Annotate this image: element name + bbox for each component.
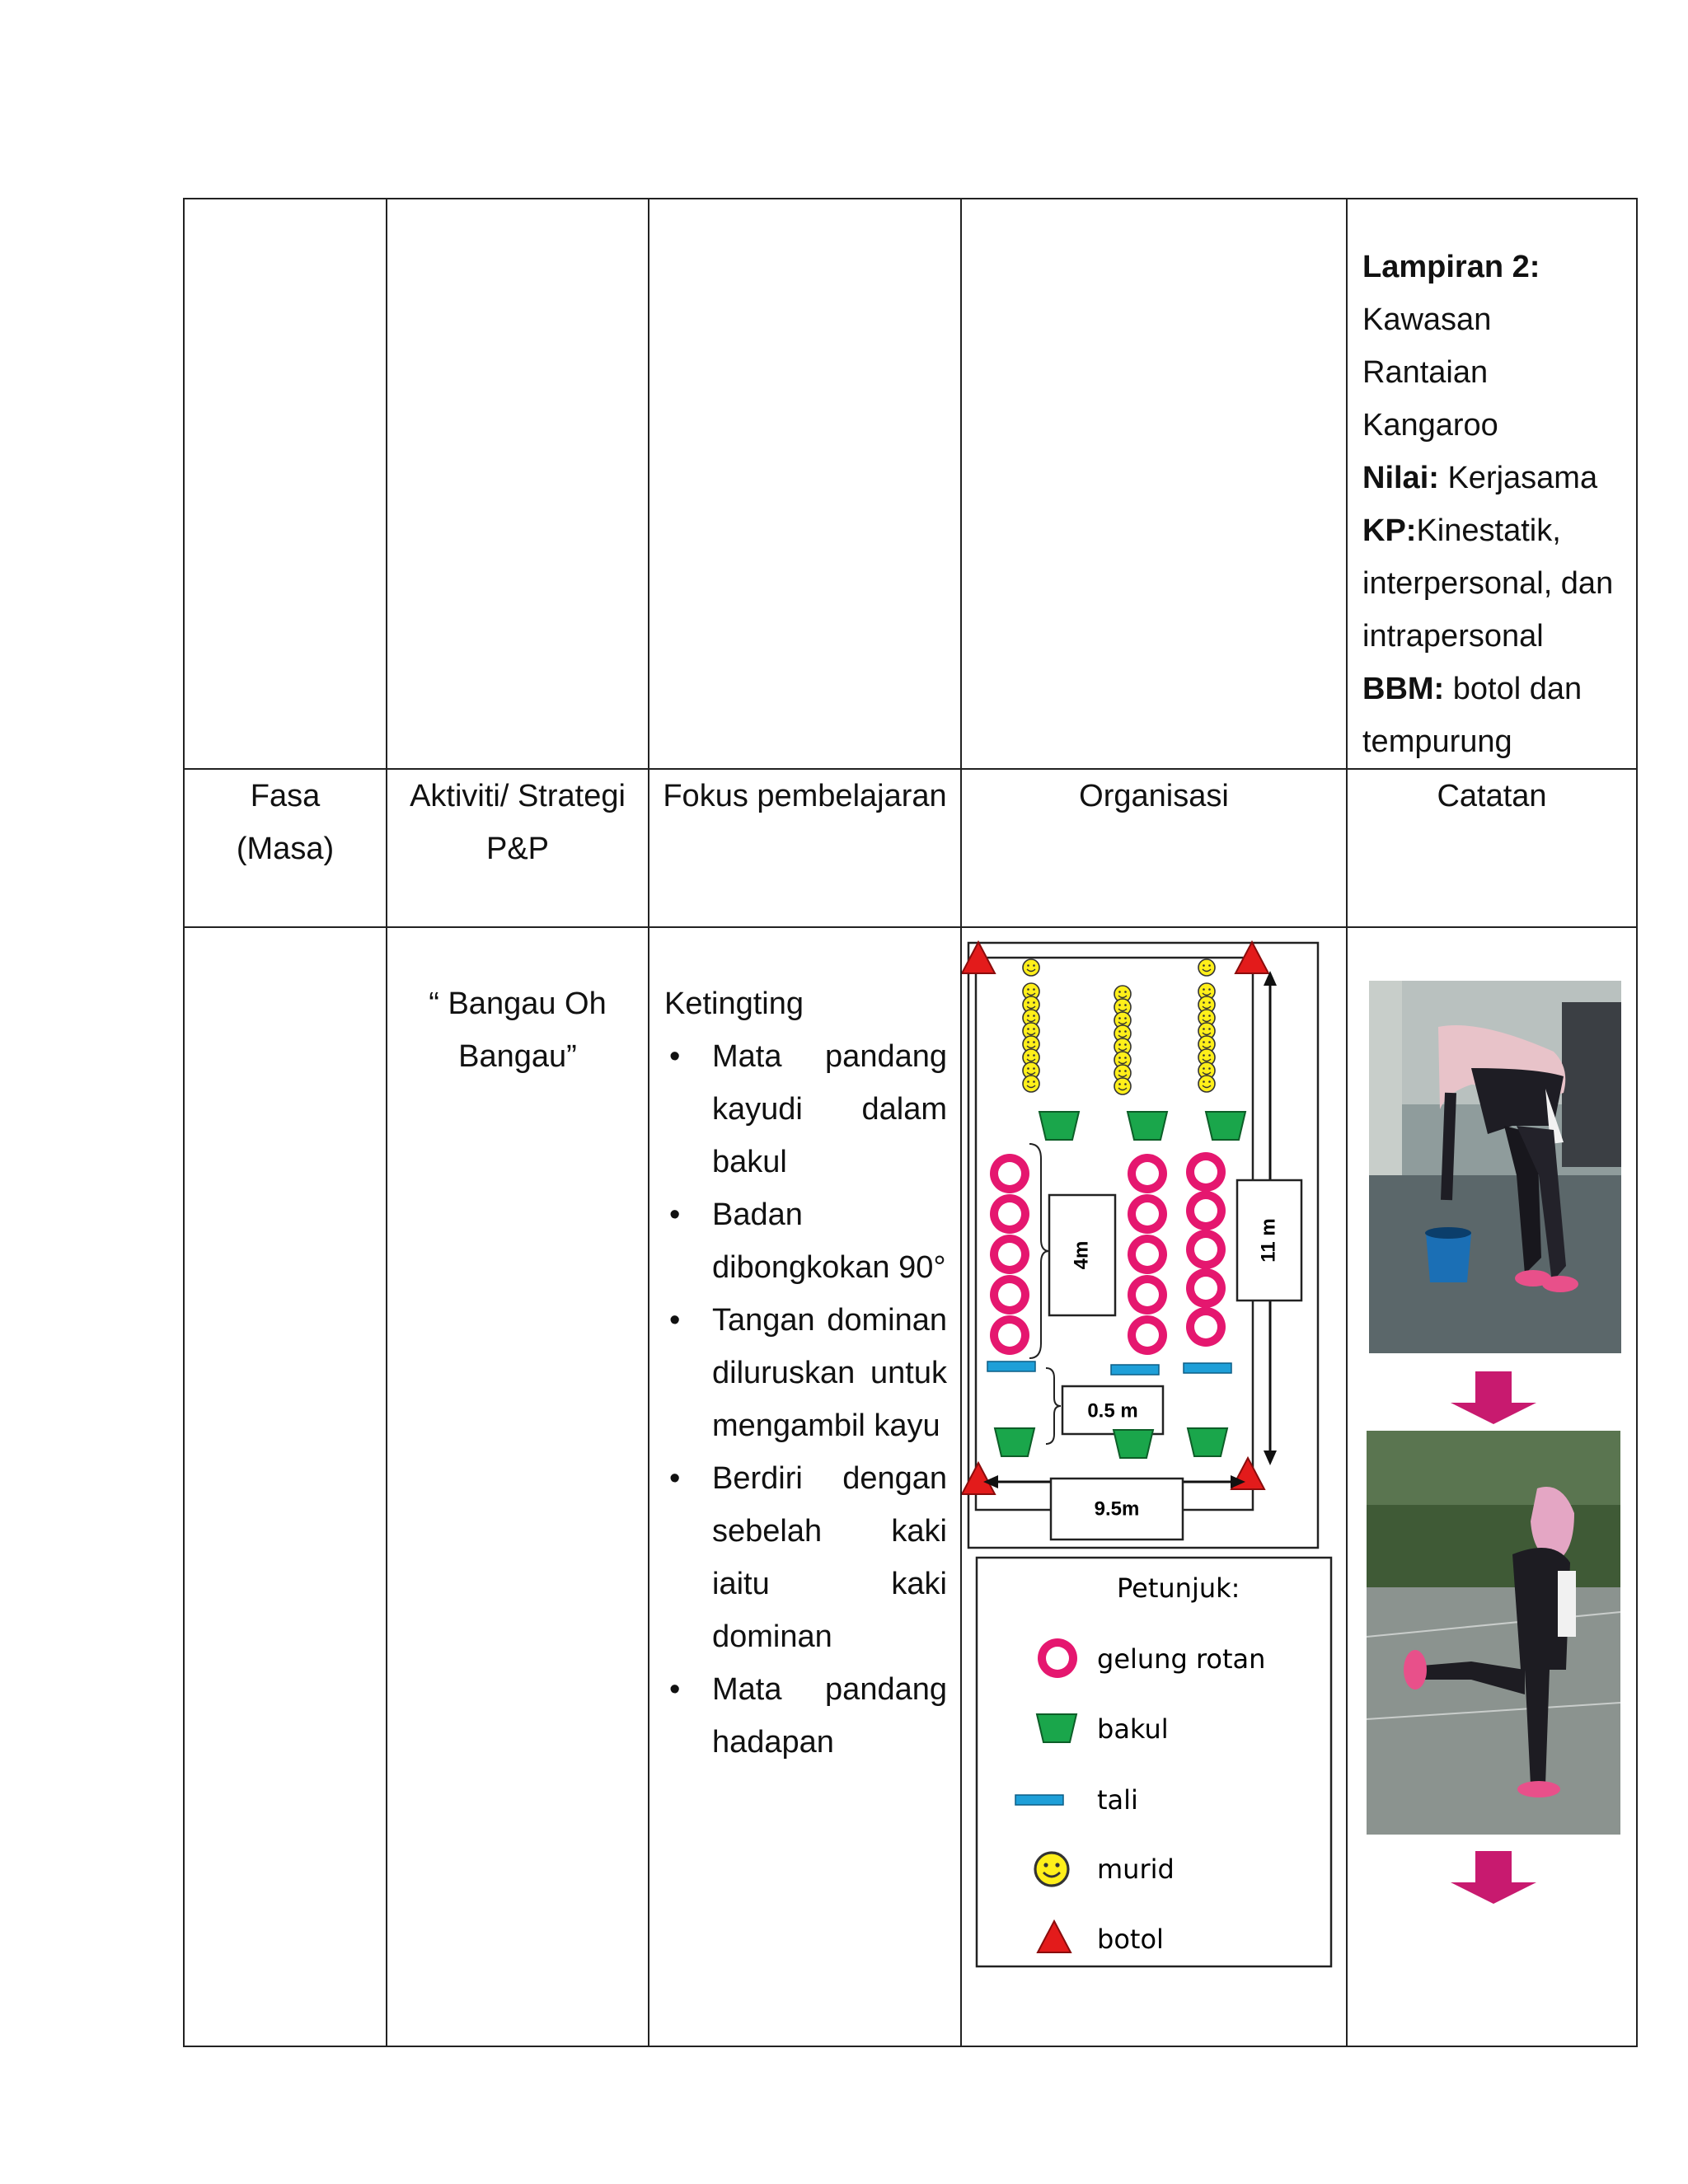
bullet-icon: • [669,1039,681,1074]
empty-cell [387,199,649,769]
bullet-icon: • [669,1197,681,1232]
bullet-icon: • [669,1672,681,1707]
basket-icon [1206,1112,1245,1140]
rings-middle [1128,1154,1167,1355]
lampiran-value: Kawasan Rantaian Kangaroo [1362,302,1498,443]
focus-item: • Berdiri dengan sebelah kaki iaitu kaki dominan [712,1452,947,1663]
legend-ring-label: gelung rotan [1097,1643,1266,1675]
empty-cell [649,199,961,769]
organisasi-cell [961,927,1347,2046]
basket-icon [1114,1430,1153,1458]
rings-left [990,1154,1029,1355]
bbm-line: BBM: botol dan tempurung [1362,672,1582,759]
legend-bottle-label: botol [1097,1924,1164,1955]
basket-icon [1039,1112,1079,1140]
students-right [1198,959,1215,1092]
fasa-cell [184,927,387,2046]
down-arrow-icon [1451,1851,1536,1904]
student-icon [1035,1853,1068,1886]
focus-item: • Tangan dominan diluruskan untuk mengambil kayu [712,1294,947,1452]
catatan-cell [1347,927,1637,2046]
photo-bending [1369,981,1621,1353]
legend-rope-label: tali [1097,1784,1138,1816]
bullet-icon: • [669,1303,681,1338]
focus-cell [649,927,961,2046]
ring-icon [1038,1638,1077,1678]
focus-title: Ketingting [664,987,804,1021]
header-aktiviti: Aktiviti/ Strategi P&P [387,769,649,927]
nilai-line: Nilai: Kerjasama [1362,461,1598,495]
focus-item: • Mata pandang kayudi dalam bakul [712,1030,947,1188]
notes-cell [1347,199,1637,769]
basket-icon [1188,1428,1227,1456]
photo-one-leg [1367,1431,1620,1835]
dim-11m-label: 11 m [1257,1218,1280,1263]
students-middle [1114,986,1131,1094]
basket-icon [1128,1112,1167,1140]
rope-icon [1015,1795,1063,1805]
legend-title: Petunjuk: [1117,1572,1240,1604]
content-row [184,927,1637,2046]
court-diagram [962,928,1346,2029]
dim-95m-label: 9.5m [1094,1497,1140,1521]
focus-item: • Badan dibongkokan 90° [712,1188,947,1294]
empty-cell [184,199,387,769]
lampiran-line: Lampiran 2: [1362,250,1540,284]
dim-05m-label: 0.5 m [1087,1399,1138,1422]
activity-title-line1: “ Bangau Oh [429,987,607,1021]
header-organisasi: Organisasi [961,769,1347,927]
header-fokus: Fokus pembelajaran [649,769,961,927]
dim-4m-label: 4m [1070,1240,1093,1270]
focus-list [664,1030,947,1769]
brace-icon [1029,1144,1049,1358]
down-arrow-icon [1451,1371,1536,1424]
basket-icon [1037,1714,1076,1742]
students-left [1023,959,1039,1092]
basket-icon [995,1428,1034,1456]
notes-row [184,199,1637,769]
legend-basket-label: bakul [1097,1713,1169,1745]
activity-cell [387,927,649,2046]
focus-item: • Mata pandang hadapan [712,1663,947,1769]
legend-box [977,1558,1331,1966]
catatan-photos [1348,928,1636,2029]
header-fasa: Fasa (Masa) [184,769,387,927]
bullet-icon: • [669,1461,681,1496]
brace-icon [1046,1368,1061,1444]
lesson-plan-table [183,198,1638,2047]
activity-title-line2: Bangau” [458,1039,577,1074]
rope-icon [987,1361,1035,1371]
rope-icon [1184,1363,1231,1373]
rope-icon [1111,1365,1159,1375]
header-row [184,769,1637,927]
bottle-icon [962,1463,995,1494]
header-catatan: Catatan [1347,769,1637,927]
empty-cell [961,199,1347,769]
rings-right [1186,1152,1226,1347]
legend-student-label: murid [1097,1854,1175,1885]
kp-line: KP:Kinestatik, interpersonal, dan intrapersonal [1362,513,1614,654]
